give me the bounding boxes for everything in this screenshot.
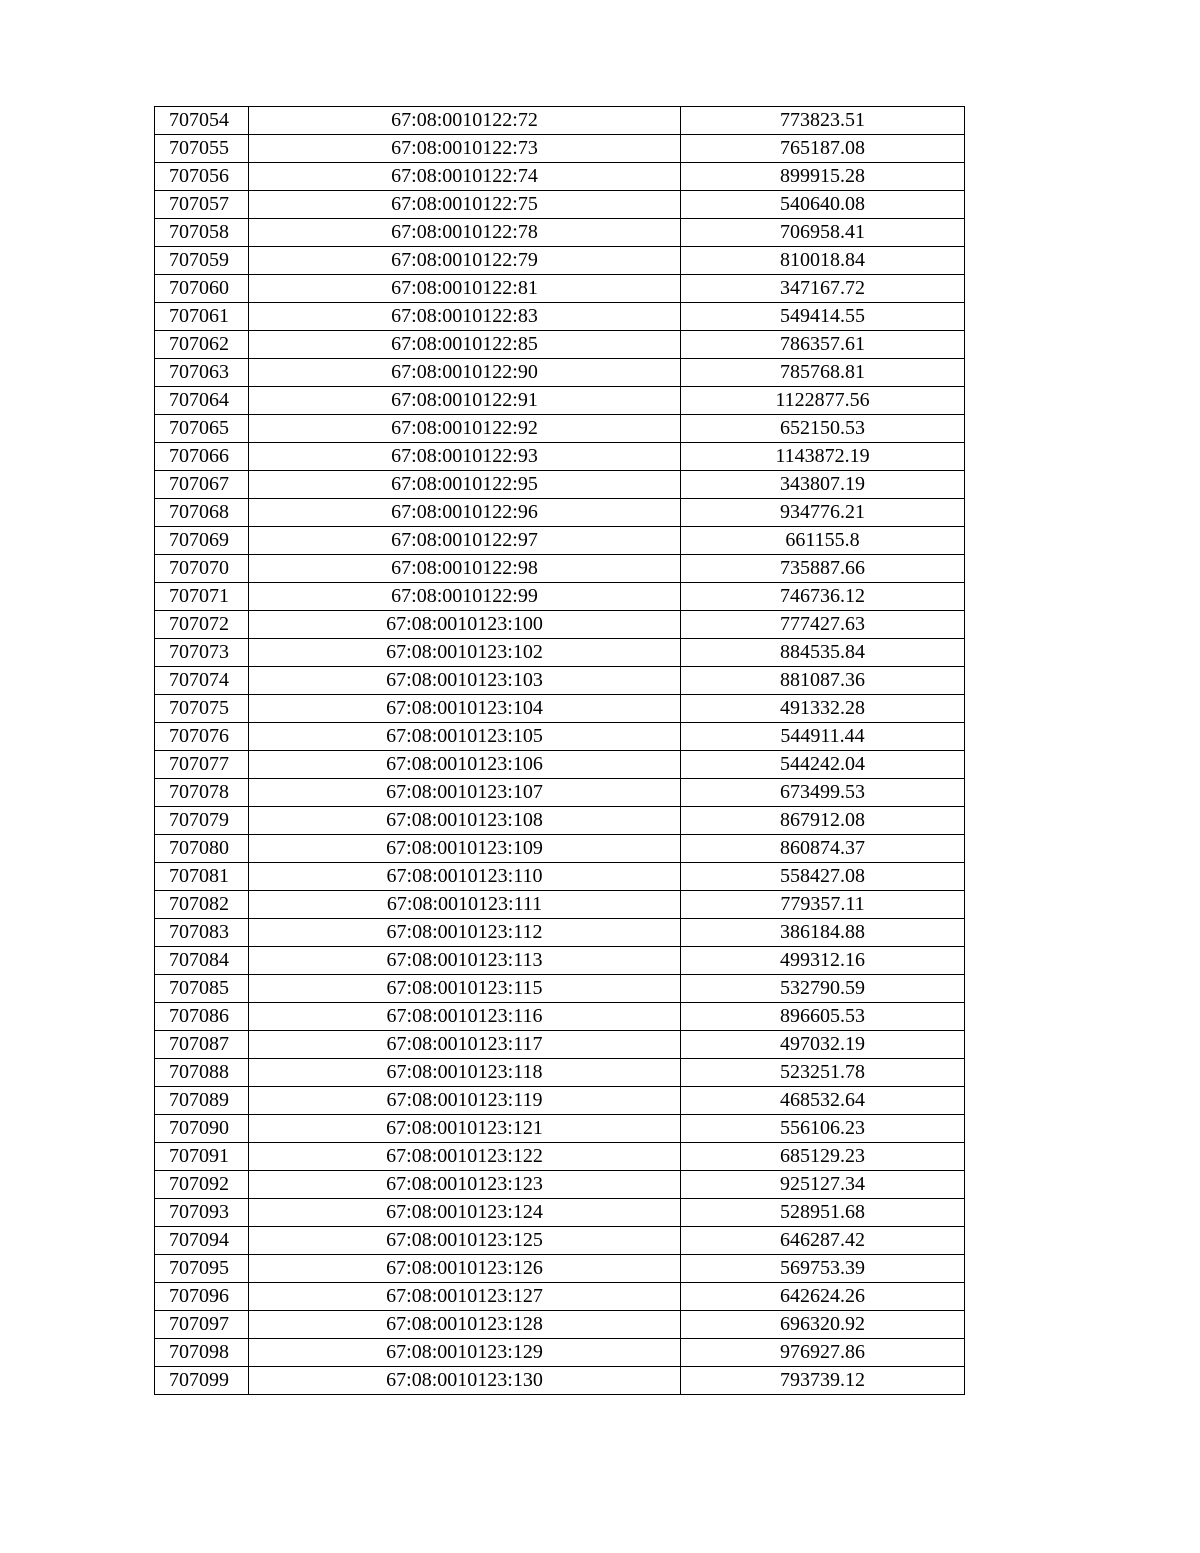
table-row <box>155 135 965 163</box>
row-id-cell: 707071 <box>155 583 249 611</box>
row-id-cell: 707083 <box>155 919 249 947</box>
row-id-cell: 707072 <box>155 611 249 639</box>
value-cell: 652150.53 <box>681 415 965 443</box>
value-cell: 642624.26 <box>681 1283 965 1311</box>
row-id-cell: 707075 <box>155 695 249 723</box>
row-id-cell: 707095 <box>155 1255 249 1283</box>
table-row <box>155 1311 965 1339</box>
row-id-cell: 707085 <box>155 975 249 1003</box>
value-cell: 746736.12 <box>681 583 965 611</box>
row-id-cell: 707061 <box>155 303 249 331</box>
cadastral-number-cell: 67:08:0010123:106 <box>249 751 681 779</box>
table-row <box>155 219 965 247</box>
row-id-cell: 707070 <box>155 555 249 583</box>
row-id-cell: 707055 <box>155 135 249 163</box>
table-row <box>155 443 965 471</box>
row-id-cell: 707086 <box>155 1003 249 1031</box>
row-id-cell: 707094 <box>155 1227 249 1255</box>
row-id-cell: 707062 <box>155 331 249 359</box>
table-row <box>155 1003 965 1031</box>
cadastral-number-cell: 67:08:0010123:123 <box>249 1171 681 1199</box>
value-cell: 786357.61 <box>681 331 965 359</box>
table-row <box>155 191 965 219</box>
table-row <box>155 1143 965 1171</box>
table-row <box>155 1367 965 1395</box>
value-cell: 867912.08 <box>681 807 965 835</box>
table-row <box>155 1283 965 1311</box>
value-cell: 540640.08 <box>681 191 965 219</box>
table-row <box>155 723 965 751</box>
value-cell: 386184.88 <box>681 919 965 947</box>
row-id-cell: 707096 <box>155 1283 249 1311</box>
cadastral-number-cell: 67:08:0010122:78 <box>249 219 681 247</box>
table-row <box>155 751 965 779</box>
value-cell: 884535.84 <box>681 639 965 667</box>
row-id-cell: 707098 <box>155 1339 249 1367</box>
table-row <box>155 1171 965 1199</box>
table-row <box>155 303 965 331</box>
cadastral-number-cell: 67:08:0010122:98 <box>249 555 681 583</box>
value-cell: 544911.44 <box>681 723 965 751</box>
value-cell: 343807.19 <box>681 471 965 499</box>
row-id-cell: 707054 <box>155 107 249 135</box>
table-row <box>155 247 965 275</box>
cadastral-number-cell: 67:08:0010123:127 <box>249 1283 681 1311</box>
row-id-cell: 707079 <box>155 807 249 835</box>
cadastral-number-cell: 67:08:0010123:110 <box>249 863 681 891</box>
table-row <box>155 1199 965 1227</box>
value-cell: 468532.64 <box>681 1087 965 1115</box>
value-cell: 347167.72 <box>681 275 965 303</box>
row-id-cell: 707087 <box>155 1031 249 1059</box>
row-id-cell: 707093 <box>155 1199 249 1227</box>
cadastral-number-cell: 67:08:0010123:112 <box>249 919 681 947</box>
row-id-cell: 707090 <box>155 1115 249 1143</box>
value-cell: 1122877.56 <box>681 387 965 415</box>
cadastral-number-cell: 67:08:0010122:75 <box>249 191 681 219</box>
value-cell: 497032.19 <box>681 1031 965 1059</box>
row-id-cell: 707092 <box>155 1171 249 1199</box>
value-cell: 532790.59 <box>681 975 965 1003</box>
table-row <box>155 1115 965 1143</box>
value-cell: 523251.78 <box>681 1059 965 1087</box>
cadastral-number-cell: 67:08:0010123:107 <box>249 779 681 807</box>
value-cell: 976927.86 <box>681 1339 965 1367</box>
cadastral-number-cell: 67:08:0010123:130 <box>249 1367 681 1395</box>
cadastral-number-cell: 67:08:0010123:108 <box>249 807 681 835</box>
cadastral-number-cell: 67:08:0010123:102 <box>249 639 681 667</box>
table-row <box>155 695 965 723</box>
value-cell: 1143872.19 <box>681 443 965 471</box>
cadastral-number-cell: 67:08:0010123:109 <box>249 835 681 863</box>
value-cell: 696320.92 <box>681 1311 965 1339</box>
table-row <box>155 891 965 919</box>
value-cell: 735887.66 <box>681 555 965 583</box>
row-id-cell: 707088 <box>155 1059 249 1087</box>
value-cell: 773823.51 <box>681 107 965 135</box>
value-cell: 793739.12 <box>681 1367 965 1395</box>
table-row <box>155 611 965 639</box>
cadastral-number-cell: 67:08:0010123:111 <box>249 891 681 919</box>
table-row <box>155 555 965 583</box>
cadastral-number-cell: 67:08:0010123:116 <box>249 1003 681 1031</box>
row-id-cell: 707082 <box>155 891 249 919</box>
value-cell: 934776.21 <box>681 499 965 527</box>
row-id-cell: 707067 <box>155 471 249 499</box>
value-cell: 544242.04 <box>681 751 965 779</box>
table-row <box>155 835 965 863</box>
value-cell: 673499.53 <box>681 779 965 807</box>
row-id-cell: 707078 <box>155 779 249 807</box>
cadastral-number-cell: 67:08:0010123:121 <box>249 1115 681 1143</box>
value-cell: 899915.28 <box>681 163 965 191</box>
data-table <box>154 106 965 1395</box>
value-cell: 785768.81 <box>681 359 965 387</box>
cadastral-number-cell: 67:08:0010122:79 <box>249 247 681 275</box>
cadastral-number-cell: 67:08:0010123:119 <box>249 1087 681 1115</box>
table-row <box>155 163 965 191</box>
cadastral-number-cell: 67:08:0010122:72 <box>249 107 681 135</box>
row-id-cell: 707064 <box>155 387 249 415</box>
value-cell: 499312.16 <box>681 947 965 975</box>
row-id-cell: 707077 <box>155 751 249 779</box>
value-cell: 810018.84 <box>681 247 965 275</box>
value-cell: 779357.11 <box>681 891 965 919</box>
value-cell: 491332.28 <box>681 695 965 723</box>
value-cell: 646287.42 <box>681 1227 965 1255</box>
cadastral-number-cell: 67:08:0010123:117 <box>249 1031 681 1059</box>
cadastral-number-cell: 67:08:0010122:73 <box>249 135 681 163</box>
row-id-cell: 707081 <box>155 863 249 891</box>
cadastral-number-cell: 67:08:0010122:99 <box>249 583 681 611</box>
table-row <box>155 275 965 303</box>
row-id-cell: 707097 <box>155 1311 249 1339</box>
row-id-cell: 707066 <box>155 443 249 471</box>
cadastral-number-cell: 67:08:0010123:124 <box>249 1199 681 1227</box>
cadastral-number-cell: 67:08:0010123:122 <box>249 1143 681 1171</box>
table-row <box>155 807 965 835</box>
table-row <box>155 499 965 527</box>
cadastral-number-cell: 67:08:0010123:105 <box>249 723 681 751</box>
table-row <box>155 1031 965 1059</box>
cadastral-number-cell: 67:08:0010123:103 <box>249 667 681 695</box>
row-id-cell: 707076 <box>155 723 249 751</box>
table-row <box>155 779 965 807</box>
cadastral-number-cell: 67:08:0010122:85 <box>249 331 681 359</box>
row-id-cell: 707069 <box>155 527 249 555</box>
value-cell: 896605.53 <box>681 1003 965 1031</box>
cadastral-number-cell: 67:08:0010122:83 <box>249 303 681 331</box>
row-id-cell: 707074 <box>155 667 249 695</box>
table-row <box>155 387 965 415</box>
value-cell: 925127.34 <box>681 1171 965 1199</box>
row-id-cell: 707084 <box>155 947 249 975</box>
row-id-cell: 707080 <box>155 835 249 863</box>
table-row <box>155 947 965 975</box>
cadastral-number-cell: 67:08:0010122:90 <box>249 359 681 387</box>
cadastral-number-cell: 67:08:0010122:93 <box>249 443 681 471</box>
cadastral-number-cell: 67:08:0010122:91 <box>249 387 681 415</box>
table-row <box>155 471 965 499</box>
table-row <box>155 1339 965 1367</box>
table-row <box>155 1087 965 1115</box>
table-row <box>155 107 965 135</box>
cadastral-number-cell: 67:08:0010123:125 <box>249 1227 681 1255</box>
cadastral-number-cell: 67:08:0010123:113 <box>249 947 681 975</box>
row-id-cell: 707057 <box>155 191 249 219</box>
table-row <box>155 415 965 443</box>
cadastral-number-cell: 67:08:0010122:95 <box>249 471 681 499</box>
value-cell: 685129.23 <box>681 1143 965 1171</box>
value-cell: 881087.36 <box>681 667 965 695</box>
table-row <box>155 359 965 387</box>
table-row <box>155 639 965 667</box>
table-body <box>155 107 965 1395</box>
cadastral-number-cell: 67:08:0010123:129 <box>249 1339 681 1367</box>
table-row <box>155 1255 965 1283</box>
table-row <box>155 583 965 611</box>
value-cell: 556106.23 <box>681 1115 965 1143</box>
row-id-cell: 707058 <box>155 219 249 247</box>
value-cell: 558427.08 <box>681 863 965 891</box>
value-cell: 528951.68 <box>681 1199 965 1227</box>
cadastral-number-cell: 67:08:0010122:74 <box>249 163 681 191</box>
row-id-cell: 707099 <box>155 1367 249 1395</box>
table-row <box>155 527 965 555</box>
cadastral-number-cell: 67:08:0010122:92 <box>249 415 681 443</box>
cadastral-number-cell: 67:08:0010123:115 <box>249 975 681 1003</box>
table-row <box>155 331 965 359</box>
table-row <box>155 863 965 891</box>
table-row <box>155 919 965 947</box>
cadastral-number-cell: 67:08:0010123:128 <box>249 1311 681 1339</box>
row-id-cell: 707073 <box>155 639 249 667</box>
row-id-cell: 707091 <box>155 1143 249 1171</box>
cadastral-number-cell: 67:08:0010123:118 <box>249 1059 681 1087</box>
value-cell: 860874.37 <box>681 835 965 863</box>
row-id-cell: 707068 <box>155 499 249 527</box>
cadastral-number-cell: 67:08:0010123:104 <box>249 695 681 723</box>
cadastral-number-cell: 67:08:0010122:81 <box>249 275 681 303</box>
cadastral-number-cell: 67:08:0010123:126 <box>249 1255 681 1283</box>
value-cell: 569753.39 <box>681 1255 965 1283</box>
row-id-cell: 707059 <box>155 247 249 275</box>
row-id-cell: 707065 <box>155 415 249 443</box>
row-id-cell: 707060 <box>155 275 249 303</box>
value-cell: 706958.41 <box>681 219 965 247</box>
cadastral-number-cell: 67:08:0010123:100 <box>249 611 681 639</box>
table-row <box>155 975 965 1003</box>
table-row <box>155 1059 965 1087</box>
row-id-cell: 707063 <box>155 359 249 387</box>
cadastral-number-cell: 67:08:0010122:96 <box>249 499 681 527</box>
table-row <box>155 667 965 695</box>
value-cell: 765187.08 <box>681 135 965 163</box>
row-id-cell: 707089 <box>155 1087 249 1115</box>
table-row <box>155 1227 965 1255</box>
value-cell: 549414.55 <box>681 303 965 331</box>
row-id-cell: 707056 <box>155 163 249 191</box>
cadastral-number-cell: 67:08:0010122:97 <box>249 527 681 555</box>
value-cell: 777427.63 <box>681 611 965 639</box>
value-cell: 661155.8 <box>681 527 965 555</box>
